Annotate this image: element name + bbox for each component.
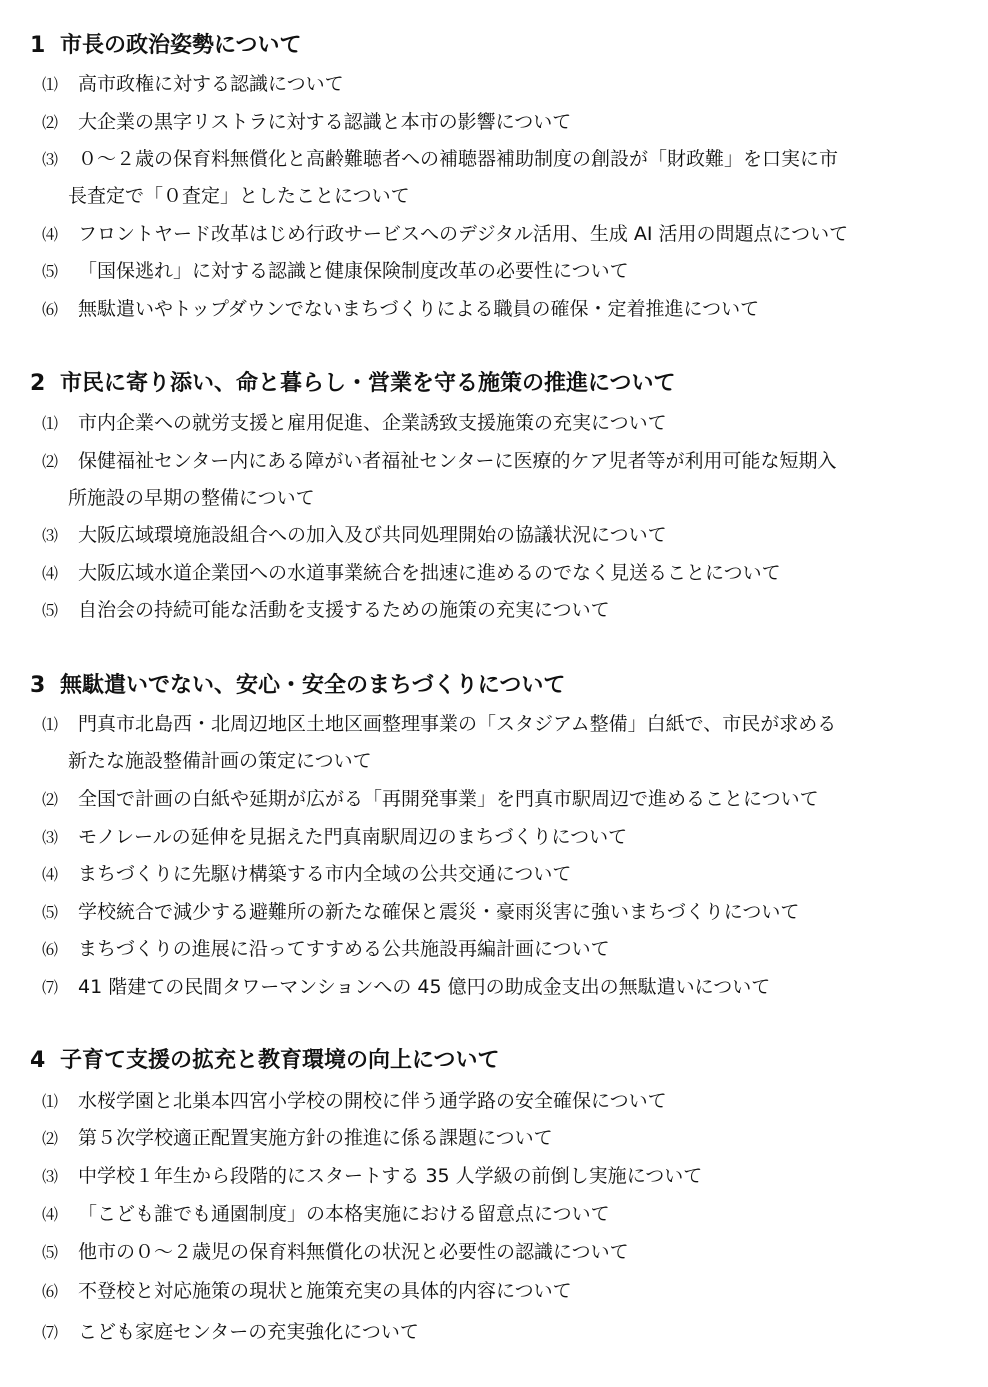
list-item — [42, 517, 972, 554]
item-number: ⑴ — [42, 75, 59, 94]
item-text: 大阪広域環境施設組合への加入及び共同処理開始の協議状況について — [78, 524, 667, 546]
item-text: 全国で計画の白紙や延期が広がる「再開発事業」を門真市駅周辺で進めることについて — [78, 788, 819, 810]
list-item — [42, 216, 972, 253]
list-item — [42, 253, 972, 290]
list-item — [42, 969, 972, 1006]
item-number: ⑷ — [42, 1205, 59, 1224]
item-text: 中学校１年生から段階的にスタートする 35 人学級の前倒し実施について — [78, 1165, 703, 1187]
list-item — [42, 1314, 972, 1351]
section-number: 4 — [30, 1048, 46, 1073]
list-item — [42, 1234, 972, 1271]
list-item — [42, 66, 972, 103]
item-number: ⑷ — [42, 564, 59, 583]
item-number: ⑵ — [42, 1129, 59, 1148]
item-number: ⑴ — [42, 1092, 59, 1111]
item-number: ⑹ — [42, 1282, 59, 1301]
item-text: 他市の０～２歳児の保育料無償化の状況と必要性の認識について — [78, 1241, 629, 1263]
item-number: ⑶ — [42, 526, 59, 545]
item-text: 保健福祉センター内にある障がい者福祉センターに医療的ケア児者等が利用可能な短期入 — [78, 450, 837, 472]
item-text: 第５次学校適正配置実施方針の推進に係る課題について — [78, 1127, 553, 1149]
list-item — [42, 1196, 972, 1233]
item-text: 門真市北島西・北周辺地区土地区画整理事業の「スタジアム整備」白紙で、市民が求める — [78, 713, 837, 735]
list-item — [42, 555, 972, 592]
list-item — [42, 1158, 972, 1195]
section-title: 市民に寄り添い、命と暮らし・営業を守る施策の推進について — [60, 371, 676, 396]
item-text-continuation: 新たな施設整備計画の策定について — [68, 750, 372, 772]
item-text: 大企業の黒字リストラに対する認識と本市の影響について — [78, 111, 572, 133]
item-number: ⑵ — [42, 113, 59, 132]
item-text: 市内企業への就労支援と雇用促進、企業誘致支援施策の充実について — [78, 412, 667, 434]
section-number: 3 — [30, 673, 46, 698]
item-number: ⑶ — [42, 1167, 59, 1186]
list-item — [42, 104, 972, 141]
item-text: こども家庭センターの充実強化について — [78, 1321, 419, 1343]
item-number: ⑴ — [42, 414, 59, 433]
section-heading-4 — [30, 1045, 500, 1077]
section-title: 市長の政治姿勢について — [60, 33, 302, 58]
item-text: 無駄遣いやトップダウンでないまちづくりによる職員の確保・定着推進について — [78, 298, 760, 320]
item-text: 41 階建ての民間タワーマンションへの 45 億円の助成金支出の無駄遣いについて — [78, 976, 771, 998]
list-item — [42, 706, 972, 780]
section-title: 子育て支援の拡充と教育環境の向上について — [60, 1048, 500, 1073]
list-item — [42, 856, 972, 893]
item-number: ⑷ — [42, 865, 59, 884]
item-text: 水桜学園と北巣本四宮小学校の開校に伴う通学路の安全確保について — [78, 1090, 667, 1112]
item-number: ⑶ — [42, 828, 59, 847]
item-number: ⑹ — [42, 940, 59, 959]
item-text: ０～２歳の保育料無償化と高齢難聴者への補聴器補助制度の創設が「財政難」を口実に市 — [78, 148, 839, 170]
list-item — [42, 1083, 972, 1120]
section-heading-2 — [30, 368, 676, 400]
list-item — [42, 291, 972, 328]
item-text: 「国保逃れ」に対する認識と健康保険制度改革の必要性について — [78, 260, 629, 282]
item-text: 学校統合で減少する避難所の新たな確保と震災・豪雨災害に強いまちづくりについて — [78, 901, 800, 923]
item-text: 「こども誰でも通園制度」の本格実施における留意点について — [78, 1203, 610, 1225]
list-item — [42, 1120, 972, 1157]
list-item — [42, 931, 972, 968]
item-number: ⑵ — [42, 452, 59, 471]
item-number: ⑸ — [42, 1243, 59, 1262]
item-text-continuation: 所施設の早期の整備について — [68, 487, 315, 509]
item-text: 高市政権に対する認識について — [78, 73, 344, 95]
item-text: 大阪広域水道企業団への水道事業統合を拙速に進めるのでなく見送ることについて — [78, 562, 781, 584]
section-heading-3 — [30, 670, 565, 702]
item-number: ⑹ — [42, 300, 59, 319]
item-number: ⑷ — [42, 225, 59, 244]
item-number: ⑴ — [42, 715, 59, 734]
list-item — [42, 592, 972, 629]
item-text: モノレールの延伸を見据えた門真南駅周辺のまちづくりについて — [78, 826, 628, 848]
list-item — [42, 781, 972, 818]
section-heading-1 — [30, 30, 302, 62]
item-text: まちづくりに先駆け構築する市内全域の公共交通について — [78, 863, 572, 885]
item-text-continuation: 長査定で「０査定」としたことについて — [68, 185, 410, 207]
item-number: ⑺ — [42, 978, 59, 997]
item-text: まちづくりの進展に沿ってすすめる公共施設再編計画について — [78, 938, 610, 960]
list-item — [42, 819, 972, 856]
item-text: 自治会の持続可能な活動を支援するための施策の充実について — [78, 599, 610, 621]
item-number: ⑵ — [42, 790, 59, 809]
list-item — [42, 1273, 972, 1310]
section-title: 無駄遣いでない、安心・安全のまちづくりについて — [60, 673, 566, 698]
list-item — [42, 141, 972, 215]
item-number: ⑺ — [42, 1323, 59, 1342]
section-number: 1 — [30, 33, 46, 58]
item-number: ⑸ — [42, 262, 59, 281]
section-number: 2 — [30, 371, 46, 396]
list-item — [42, 443, 972, 517]
item-text: 不登校と対応施策の現状と施策充実の具体的内容について — [78, 1280, 572, 1302]
list-item — [42, 894, 972, 931]
list-item — [42, 405, 972, 442]
item-number: ⑸ — [42, 903, 59, 922]
item-text: フロントヤード改革はじめ行政サービスへのデジタル活用、生成 AI 活用の問題点について — [78, 223, 849, 245]
item-number: ⑸ — [42, 601, 59, 620]
item-number: ⑶ — [42, 150, 59, 169]
